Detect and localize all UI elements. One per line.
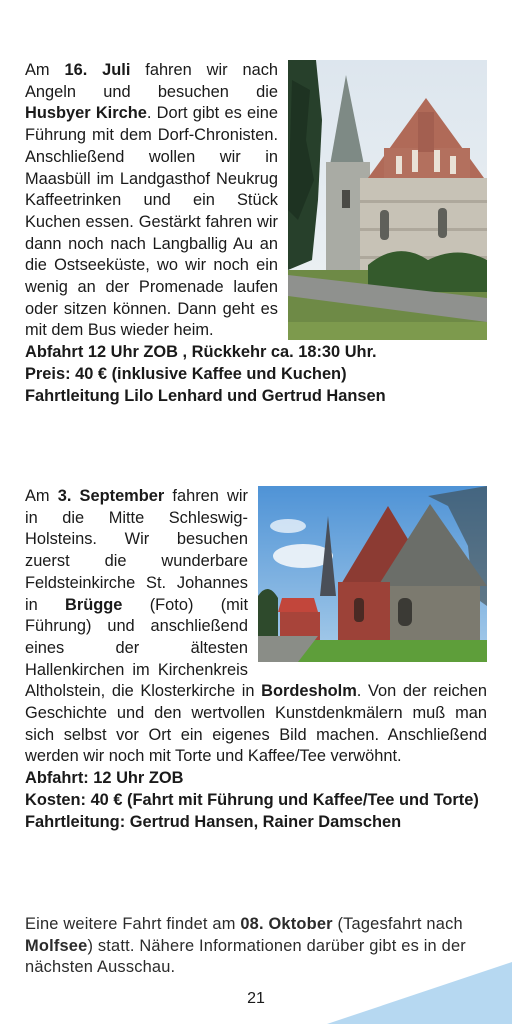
october-text-1: Eine weitere Fahrt findet am	[25, 915, 241, 933]
october-text-2: (Tagesfahrt nach	[332, 915, 463, 933]
july-text-3: . Dort gibt es eine Führung mit dem Dorf-Chronisten. Anschließend wollen wir in Maasbüll im Landgasthof Neukrug Kaffeetrinken und ein Stück Kuchen essen. Gestärkt fahren wir dann noch nach Langballig Au an die Ostseeküste, wo wir noch ein wenig an der Promenade laufen oder sitzen können. Dann geht es mit dem Bus wieder heim.	[25, 104, 278, 340]
september-text-4: . Von der reichen Geschichte und den wertvollen Kunstdenkmälern muß man sich selbst vor Ort ein eigenes Bild machen. Anschließend werden wir noch mit Torte und Kaffee/Tee verwöhnt.	[25, 682, 487, 766]
september-date: 3. September	[57, 487, 165, 505]
july-text-1: Am	[25, 61, 65, 79]
corner-accent-shape	[327, 962, 512, 1024]
trip-july-section	[25, 60, 487, 407]
bordesholm-place: Bordesholm	[261, 682, 357, 701]
molfsee-place: Molfsee	[25, 936, 88, 955]
july-tour-lead: Fahrtleitung Lilo Lenhard und Gertrud Hansen	[25, 386, 386, 405]
september-departure: Abfahrt: 12 Uhr ZOB	[25, 769, 184, 788]
october-text-3: ) statt. Nähere Informationen darüber gibt es in der nächsten Ausschau.	[25, 936, 466, 977]
october-date: 08. Oktober	[240, 915, 333, 933]
july-text-2: fahren wir nach Angeln und besuchen die	[25, 61, 278, 101]
husby-church-photo	[288, 60, 487, 340]
september-tour-lead: Fahrtleitung: Gertrud Hansen, Rainer Damschen	[25, 812, 402, 831]
september-text-2: fahren wir in die Mitte Schleswig-Holsteins. Wir besuchen zuerst die wunderbare Feldsteinkirche St. Johannes in	[25, 487, 248, 614]
july-departure: Abfahrt 12 Uhr ZOB , Rückkehr ca. 18:30 Uhr.	[25, 343, 377, 362]
page-number: 21	[247, 990, 265, 1007]
september-text-3: (Foto) (mit Führung) und anschließend eines der ältesten Hallenkirchen im Kirchenkreis Altholstein, die Klosterkirche in	[25, 595, 262, 701]
july-price: Preis: 40 € (inklusive Kaffee und Kuchen)	[25, 364, 347, 383]
july-date: 16. Juli	[64, 61, 131, 79]
bruegge-place: Brügge	[65, 595, 123, 614]
bruegge-church-photo	[258, 486, 487, 662]
september-text-1: Am	[25, 487, 58, 505]
september-cost: Kosten: 40 € (Fahrt mit Führung und Kaffee/Tee und Torte)	[25, 790, 479, 809]
husby-church-name: Husbyer Kirche	[25, 104, 147, 123]
trip-september-section	[25, 486, 487, 833]
